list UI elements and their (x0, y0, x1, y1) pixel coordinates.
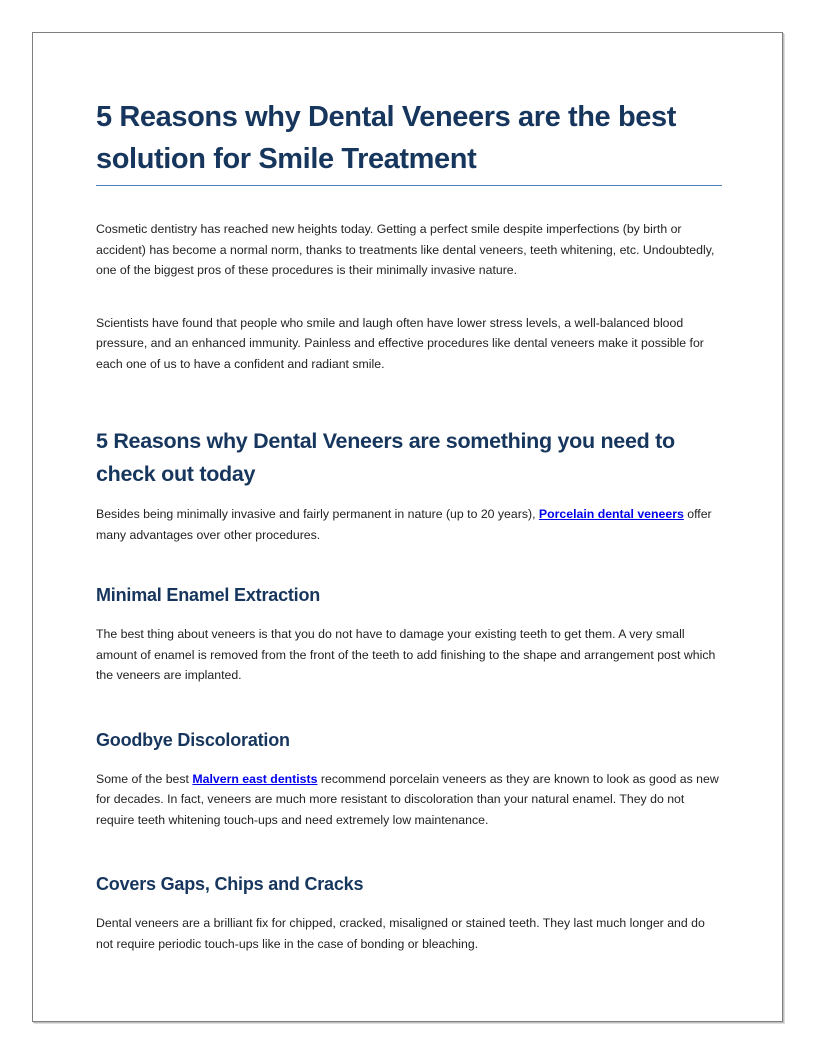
subsection-heading-discoloration: Goodbye Discoloration (96, 729, 290, 750)
intro-paragraph-1: Cosmetic dentistry has reached new heights today. Getting a perfect smile despite imperfections (by birth or accident) has become a normal norm, thanks to treatments like dental veneers, teeth whitening, etc. Undoubtedly, one of the biggest pros of these procedures is their minimally invasive nature. (96, 222, 715, 277)
subsection-heading-gaps: Covers Gaps, Chips and Cracks (96, 874, 364, 894)
section-intro-text-after: offer many advantages over other procedures. (96, 507, 712, 542)
section-intro-paragraph (96, 504, 722, 545)
porcelain-veneers-link[interactable]: Porcelain dental veneers (538, 507, 684, 521)
subsection-paragraph-discoloration (96, 769, 722, 831)
discoloration-text-after: recommend porcelain veneers as they are known to look as good as new for decades. In fact, veneers are much more resistant to discoloration than your natural enamel. They do not require teeth whitening touch-ups and need extremely low maintenance. (96, 771, 719, 827)
section-intro-text-before: Besides being minimally invasive and fairly permanent in nature (up to 20 years), (96, 507, 539, 521)
section-heading: 5 Reasons why Dental Veneers are something you need to check out today (96, 429, 675, 486)
malvern-dentists-link[interactable]: Malvern east dentists (192, 771, 318, 786)
discoloration-text-before: Some of the best (96, 771, 193, 786)
subsection-heading-enamel: Minimal Enamel Extraction (96, 585, 321, 605)
document-title: 5 Reasons why Dental Veneers are the best solution for Smile Treatment (96, 96, 722, 186)
subsection-paragraph-gaps: Dental veneers are a brilliant fix for chipped, cracked, misaligned or stained teeth. They last much longer and do not require periodic touch-ups like in the case of bonding or bleaching. (96, 916, 705, 951)
subsection-paragraph-enamel: The best thing about veneers is that you do not have to damage your existing teeth to get them. A very small amount of enamel is removed from the front of the teeth to add finishing to the shape and arrangement post which the veneers are implanted. (96, 627, 716, 682)
document-body (96, 96, 722, 954)
intro-paragraph-2: Scientists have found that people who smile and laugh often have lower stress levels, a well-balanced blood pressure, and an enhanced immunity. Painless and effective procedures like dental veneers make it possible for each one of us to have a confident and radiant smile. (96, 315, 704, 371)
